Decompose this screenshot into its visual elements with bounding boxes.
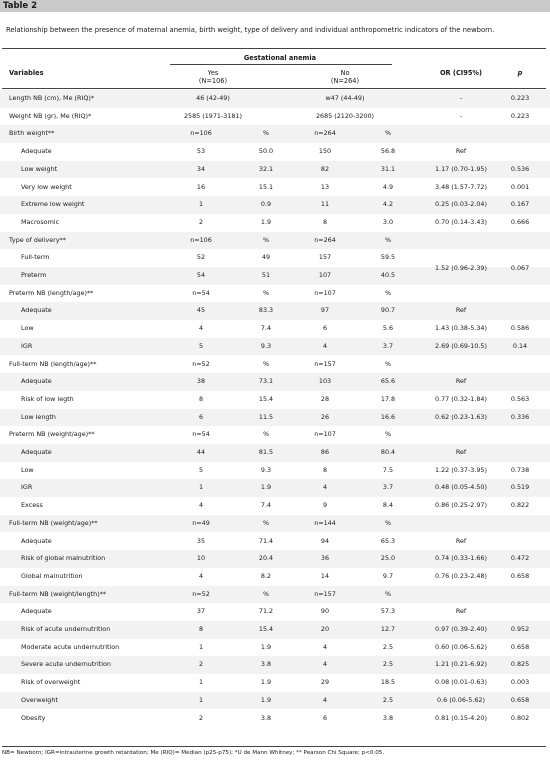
cell-yes-percent: 8.2 xyxy=(260,571,272,580)
cell-yes-percent: 3.8 xyxy=(260,660,272,669)
cell-no-percent: 90.7 xyxy=(380,306,396,315)
row-label: Risk of global malnutrition xyxy=(21,554,106,563)
cell-yes-percent: 1.9 xyxy=(260,217,272,226)
cell-yes-n: n=52 xyxy=(192,589,210,598)
cell-no-percent: 56.8 xyxy=(380,147,396,156)
table-row xyxy=(0,568,550,586)
table-row xyxy=(0,320,550,338)
cell-yes-percent: 51 xyxy=(261,271,271,279)
row-label: Very low weight xyxy=(21,182,72,191)
row-label: Weight NB (gr), Me (RIQ)* xyxy=(9,111,92,120)
cell-yes-n: 4 xyxy=(198,501,204,510)
cell-no-n: n=144 xyxy=(314,518,336,527)
cell-no-percent: 18.5 xyxy=(380,678,396,687)
table-row xyxy=(0,515,550,533)
cell-yes-percent: 9.3 xyxy=(260,465,272,474)
cell-no-median: w47 (44-49) xyxy=(325,94,365,102)
cell-no-n: 20 xyxy=(320,625,330,633)
table-title: Table 2 xyxy=(3,1,38,11)
table-row xyxy=(0,603,550,621)
cell-or-ci: 3.48 (1.57-7.72) xyxy=(434,182,487,191)
cell-yes-n: 2 xyxy=(198,660,204,669)
delivery-or: 1.52 (0.96-2.39) xyxy=(434,264,487,272)
cell-no-n: 157 xyxy=(318,253,332,262)
cell-yes-n: n=54 xyxy=(192,288,210,297)
cell-no-n: 4 xyxy=(322,695,328,704)
row-label: Preterm NB (length/age)** xyxy=(9,288,94,297)
table-row xyxy=(0,656,550,674)
row-label: Type of delivery** xyxy=(9,235,66,244)
header-or: OR (CI95%) xyxy=(439,69,483,77)
header-yes: Yes xyxy=(207,69,219,77)
cell-yes-percent: 71.4 xyxy=(258,536,274,545)
cell-no-percent: 3.0 xyxy=(382,217,394,226)
cell-no-n: n=264 xyxy=(314,235,336,244)
table-row xyxy=(0,214,550,232)
table-row xyxy=(0,533,550,551)
cell-no-n: n=157 xyxy=(314,359,336,368)
cell-yes-percent: % xyxy=(262,288,270,297)
cell-yes-n: 4 xyxy=(198,571,204,580)
cell-yes-percent: 3.8 xyxy=(260,713,272,722)
cell-yes-percent: 15.4 xyxy=(258,394,274,403)
cell-no-n: 150 xyxy=(318,147,332,156)
cell-or-ci: Ref xyxy=(455,536,467,545)
table-row xyxy=(0,462,550,480)
cell-yes-n: 16 xyxy=(196,182,206,191)
header-p: p xyxy=(517,69,523,77)
cell-yes-n: 5 xyxy=(198,465,204,474)
cell-no-n: 36 xyxy=(320,554,330,563)
row-label: Birth weight** xyxy=(9,129,55,138)
table-footnote: NB= Newborn; IGR=intrauterine growth retardation; Me (RIQ)= Median (p25-p75); *U de Mann Whitney; ** Pearson Chi Square; p<0.05. xyxy=(2,750,385,756)
table-row xyxy=(0,232,550,250)
cell-no-percent: 3.8 xyxy=(382,713,394,722)
cell-no-percent: 3.7 xyxy=(382,483,394,492)
cell-or-ci: 0.86 (0.25-2.97) xyxy=(434,501,487,510)
cell-or-ci: 1.43 (0.38-5.34) xyxy=(434,324,487,333)
cell-yes-n: n=49 xyxy=(192,518,210,527)
cell-no-percent: 5.6 xyxy=(382,324,394,333)
cell-yes-percent: 20.4 xyxy=(258,554,274,563)
table-row xyxy=(0,125,550,143)
cell-no-n: 107 xyxy=(318,271,332,279)
top-rule xyxy=(2,48,546,49)
cell-p-value: 0.536 xyxy=(510,164,530,173)
cell-no-n: n=107 xyxy=(314,430,336,439)
cell-no-percent: % xyxy=(384,589,392,598)
cell-p-value: 0.519 xyxy=(510,483,530,492)
cell-yes-n: 2 xyxy=(198,713,204,722)
cell-no-median: 2685 (2120-3200) xyxy=(315,111,375,120)
cell-no-n: 11 xyxy=(320,200,330,209)
row-label: Severe acute undernutrition xyxy=(21,660,111,669)
cell-or-ci: Ref xyxy=(455,147,467,156)
row-label: Low length xyxy=(21,412,56,421)
row-label: Preterm NB (weight/age)** xyxy=(9,430,95,439)
delivery-p: 0.067 xyxy=(510,264,530,272)
cell-p-value: 0.822 xyxy=(510,501,530,510)
cell-or-ci: - xyxy=(459,94,463,102)
cell-p-value: 0.586 xyxy=(510,324,530,333)
cell-yes-n: 6 xyxy=(198,412,204,421)
row-label: Adequate xyxy=(21,377,52,386)
group-rule xyxy=(170,64,392,65)
cell-no-n: n=264 xyxy=(314,129,336,138)
cell-p-value: 0.223 xyxy=(510,94,530,102)
table-row xyxy=(0,710,550,728)
cell-no-percent: % xyxy=(384,518,392,527)
cell-yes-n: n=54 xyxy=(192,430,210,439)
row-label: Moderate acute undernutrition xyxy=(21,642,120,651)
cell-yes-n: n=106 xyxy=(190,235,212,244)
cell-yes-median: 46 (42-49) xyxy=(196,94,230,102)
cell-yes-n: 5 xyxy=(198,341,204,350)
cell-yes-n: 1 xyxy=(198,678,204,687)
cell-no-percent: 8.4 xyxy=(382,501,394,510)
cell-or-ci: 0.08 (0.01-0.63) xyxy=(434,678,487,687)
cell-yes-percent: % xyxy=(262,129,270,138)
cell-no-n: 9 xyxy=(322,501,328,510)
cell-no-n: 4 xyxy=(322,483,328,492)
row-label: Adequate xyxy=(21,448,52,456)
cell-yes-n: 1 xyxy=(198,483,204,492)
cell-no-percent: % xyxy=(384,288,392,297)
cell-yes-percent: 1.9 xyxy=(260,695,272,704)
table-row xyxy=(0,143,550,161)
header-rule xyxy=(2,88,546,89)
cell-yes-percent: 81.5 xyxy=(258,448,274,456)
table-row xyxy=(0,391,550,409)
cell-yes-n: 1 xyxy=(198,695,204,704)
cell-yes-percent: 11.5 xyxy=(258,412,274,421)
row-label: Adequate xyxy=(21,607,52,616)
cell-or-ci: 0.76 (0.23-2.48) xyxy=(434,571,487,580)
row-label: Adequate xyxy=(21,147,52,156)
cell-or-ci: 2.69 (0.69-10.5) xyxy=(434,341,487,350)
cell-yes-n: 45 xyxy=(196,306,206,315)
cell-yes-percent: 83.3 xyxy=(258,306,274,315)
row-label: Length NB (cm), Me (RIQ)* xyxy=(9,94,95,102)
cell-yes-n: 53 xyxy=(196,147,206,156)
cell-no-percent: 7.5 xyxy=(382,465,394,474)
table-row xyxy=(0,90,550,108)
cell-no-n: 94 xyxy=(320,536,330,545)
row-label: Preterm xyxy=(21,271,47,279)
cell-yes-percent: 71.2 xyxy=(258,607,274,616)
cell-yes-percent: % xyxy=(262,359,270,368)
cell-no-n: 90 xyxy=(320,607,330,616)
cell-yes-n: 44 xyxy=(196,448,206,456)
cell-no-n: 8 xyxy=(322,465,328,474)
cell-yes-median: 2585 (1971-3181) xyxy=(183,111,243,120)
cell-or-ci: 0.97 (0.39-2.40) xyxy=(434,625,487,633)
cell-no-percent: 12.7 xyxy=(380,625,396,633)
row-label: IGR xyxy=(21,483,33,492)
header-no: No xyxy=(340,69,350,77)
cell-no-percent: 65.3 xyxy=(380,536,396,545)
cell-no-percent: % xyxy=(384,235,392,244)
cell-no-n: 8 xyxy=(322,217,328,226)
cell-p-value: 0.658 xyxy=(510,695,530,704)
cell-no-percent: 31.1 xyxy=(380,164,396,173)
cell-yes-percent: % xyxy=(262,235,270,244)
cell-no-percent: 80.4 xyxy=(380,448,396,456)
table-row xyxy=(0,621,550,639)
cell-no-percent: 40.5 xyxy=(380,271,396,279)
cell-no-n: 6 xyxy=(322,324,328,333)
cell-p-value: 0.666 xyxy=(510,217,530,226)
cell-no-percent: 65.6 xyxy=(380,377,396,386)
cell-p-value: 0.802 xyxy=(510,713,530,722)
cell-yes-percent: 15.4 xyxy=(258,625,274,633)
cell-yes-n: 54 xyxy=(196,271,206,279)
row-label: Overweight xyxy=(21,695,58,704)
cell-yes-percent: 1.9 xyxy=(260,642,272,651)
cell-no-percent: 4.2 xyxy=(382,200,394,209)
cell-yes-n: 1 xyxy=(198,200,204,209)
cell-yes-n: n=52 xyxy=(192,359,210,368)
cell-no-percent: 25.0 xyxy=(380,554,396,563)
cell-or-ci: 0.25 (0.03-2.04) xyxy=(434,200,487,209)
cell-p-value: 0.658 xyxy=(510,642,530,651)
cell-no-percent: 9.7 xyxy=(382,571,394,580)
cell-p-value: 0.738 xyxy=(510,465,530,474)
cell-p-value: 0.563 xyxy=(510,394,530,403)
cell-no-n: 13 xyxy=(320,182,330,191)
table-row xyxy=(0,426,550,444)
row-label: Excess xyxy=(21,501,43,510)
cell-no-n: 29 xyxy=(320,678,330,687)
cell-no-n: 28 xyxy=(320,394,330,403)
cell-yes-percent: 49 xyxy=(261,253,271,262)
cell-or-ci: 1.17 (0.70-1.95) xyxy=(434,164,487,173)
cell-no-n: n=107 xyxy=(314,288,336,297)
table-row xyxy=(0,444,550,462)
cell-or-ci: Ref xyxy=(455,377,467,386)
cell-no-n: 4 xyxy=(322,660,328,669)
cell-or-ci: 0.6 (0.06-5.62) xyxy=(437,695,485,704)
cell-no-percent: % xyxy=(384,129,392,138)
cell-or-ci: Ref xyxy=(455,607,467,616)
cell-yes-percent: % xyxy=(262,589,270,598)
row-label: Risk of low legth xyxy=(21,394,74,403)
cell-or-ci: - xyxy=(459,111,463,120)
cell-yes-n: 4 xyxy=(198,324,204,333)
cell-p-value: 0.003 xyxy=(510,678,530,687)
header-variables: Variables xyxy=(9,69,44,77)
cell-no-n: 6 xyxy=(322,713,328,722)
cell-no-n: 4 xyxy=(322,341,328,350)
table-row xyxy=(0,179,550,197)
bottom-rule xyxy=(2,746,546,747)
table-row xyxy=(0,161,550,179)
table-row xyxy=(0,674,550,692)
cell-yes-n: 34 xyxy=(196,164,206,173)
cell-yes-n: 2 xyxy=(198,217,204,226)
table-row xyxy=(0,356,550,374)
row-label: Low xyxy=(21,465,34,474)
table-caption: Relationship between the presence of maternal anemia, birth weight, type of delivery and individual anthropometric indicators of the newborn. xyxy=(6,26,495,34)
cell-yes-n: 1 xyxy=(198,642,204,651)
row-label: Full-term NB (weight/age)** xyxy=(9,518,98,527)
cell-no-n: 86 xyxy=(320,448,330,456)
cell-or-ci: 1.21 (0.21-6.92) xyxy=(434,660,487,669)
cell-yes-n: 10 xyxy=(196,554,206,563)
table-row xyxy=(0,409,550,427)
cell-yes-percent: 9.3 xyxy=(260,341,272,350)
table-row xyxy=(0,586,550,604)
cell-p-value: 0.472 xyxy=(510,554,530,563)
row-label: Full-term xyxy=(21,253,50,262)
header-gestational-anemia: Gestational anemia xyxy=(243,54,317,62)
row-label: Global malnutrition xyxy=(21,571,83,580)
cell-no-percent: 2.5 xyxy=(382,642,394,651)
cell-p-value: 0.223 xyxy=(510,111,530,120)
cell-or-ci: Ref xyxy=(455,306,467,315)
cell-no-n: 103 xyxy=(318,377,332,386)
cell-yes-percent: 7.4 xyxy=(260,501,272,510)
header-no-n: (N=264) xyxy=(330,77,360,85)
table-row xyxy=(0,108,550,126)
table-row xyxy=(0,479,550,497)
row-label: Risk of acute undernutrition xyxy=(21,625,111,633)
cell-yes-percent: 32.1 xyxy=(258,164,274,173)
row-label: Adequate xyxy=(21,306,52,315)
table-title-bar xyxy=(0,0,550,12)
table-row xyxy=(0,497,550,515)
table-row xyxy=(0,302,550,320)
cell-p-value: 0.14 xyxy=(512,341,528,350)
cell-yes-n: 8 xyxy=(198,625,204,633)
cell-no-percent: 2.5 xyxy=(382,660,394,669)
cell-or-ci: 0.74 (0.33-1.66) xyxy=(434,554,487,563)
cell-or-ci: Ref xyxy=(455,448,467,456)
cell-or-ci: 0.81 (0.15-4.20) xyxy=(434,713,487,722)
cell-or-ci: 0.48 (0.05-4.50) xyxy=(434,483,487,492)
table-row xyxy=(0,285,550,303)
cell-yes-n: 38 xyxy=(196,377,206,386)
row-label: Low xyxy=(21,324,34,333)
cell-yes-n: 52 xyxy=(196,253,206,262)
row-label: Low weight xyxy=(21,164,58,173)
cell-no-n: 97 xyxy=(320,306,330,315)
cell-no-n: 4 xyxy=(322,642,328,651)
table-row xyxy=(0,338,550,356)
table-row xyxy=(0,550,550,568)
cell-or-ci: 0.60 (0.06-5.62) xyxy=(434,642,487,651)
cell-yes-percent: % xyxy=(262,518,270,527)
cell-no-n: 82 xyxy=(320,164,330,173)
cell-or-ci: 1.22 (0.37-3.95) xyxy=(434,465,487,474)
cell-no-percent: 2.5 xyxy=(382,695,394,704)
cell-no-percent: % xyxy=(384,359,392,368)
cell-yes-percent: 0.9 xyxy=(260,200,272,209)
cell-yes-percent: 50.0 xyxy=(258,147,274,156)
cell-no-n: 26 xyxy=(320,412,330,421)
row-label: Extreme low weight xyxy=(21,200,85,209)
cell-no-percent: 59.5 xyxy=(380,253,396,262)
header-yes-n: (N=106) xyxy=(198,77,228,85)
cell-p-value: 0.001 xyxy=(510,182,530,191)
cell-yes-percent: % xyxy=(262,430,270,439)
cell-yes-n: 35 xyxy=(196,536,206,545)
cell-p-value: 0.336 xyxy=(510,412,530,421)
table-row xyxy=(0,196,550,214)
table-row xyxy=(0,692,550,710)
cell-no-percent: 3.7 xyxy=(382,341,394,350)
cell-no-percent: 57.3 xyxy=(380,607,396,616)
row-label: Macrosomic xyxy=(21,217,60,226)
cell-or-ci: 0.62 (0.23-1.63) xyxy=(434,412,487,421)
row-label: IGR xyxy=(21,341,33,350)
cell-no-percent: 17.8 xyxy=(380,394,396,403)
cell-p-value: 0.658 xyxy=(510,571,530,580)
cell-yes-percent: 1.9 xyxy=(260,483,272,492)
cell-or-ci: 0.70 (0.14-3.43) xyxy=(434,217,487,226)
row-label: Full-term NB (length/age)** xyxy=(9,359,97,368)
cell-p-value: 0.825 xyxy=(510,660,530,669)
table-row xyxy=(0,373,550,391)
cell-no-percent: 16.6 xyxy=(380,412,396,421)
row-label: Obesity xyxy=(21,713,46,722)
cell-or-ci: 0.77 (0.32-1.84) xyxy=(434,394,487,403)
cell-yes-n: 37 xyxy=(196,607,206,616)
cell-yes-n: 8 xyxy=(198,394,204,403)
cell-yes-percent: 73.1 xyxy=(258,377,274,386)
cell-yes-percent: 7.4 xyxy=(260,324,272,333)
cell-no-percent: % xyxy=(384,430,392,439)
cell-p-value: 0.952 xyxy=(510,625,530,633)
cell-p-value: 0.167 xyxy=(510,200,530,209)
row-label: Adequate xyxy=(21,536,52,545)
cell-no-percent: 4.9 xyxy=(382,182,394,191)
cell-no-n: 14 xyxy=(320,571,330,580)
cell-yes-percent: 1.9 xyxy=(260,678,272,687)
cell-yes-n: n=106 xyxy=(190,129,212,138)
cell-yes-percent: 15.1 xyxy=(258,182,274,191)
row-label: Risk of overweight xyxy=(21,678,81,687)
row-label: Full-term NB (weight/length)** xyxy=(9,589,107,598)
table-row xyxy=(0,639,550,657)
cell-no-n: n=157 xyxy=(314,589,336,598)
